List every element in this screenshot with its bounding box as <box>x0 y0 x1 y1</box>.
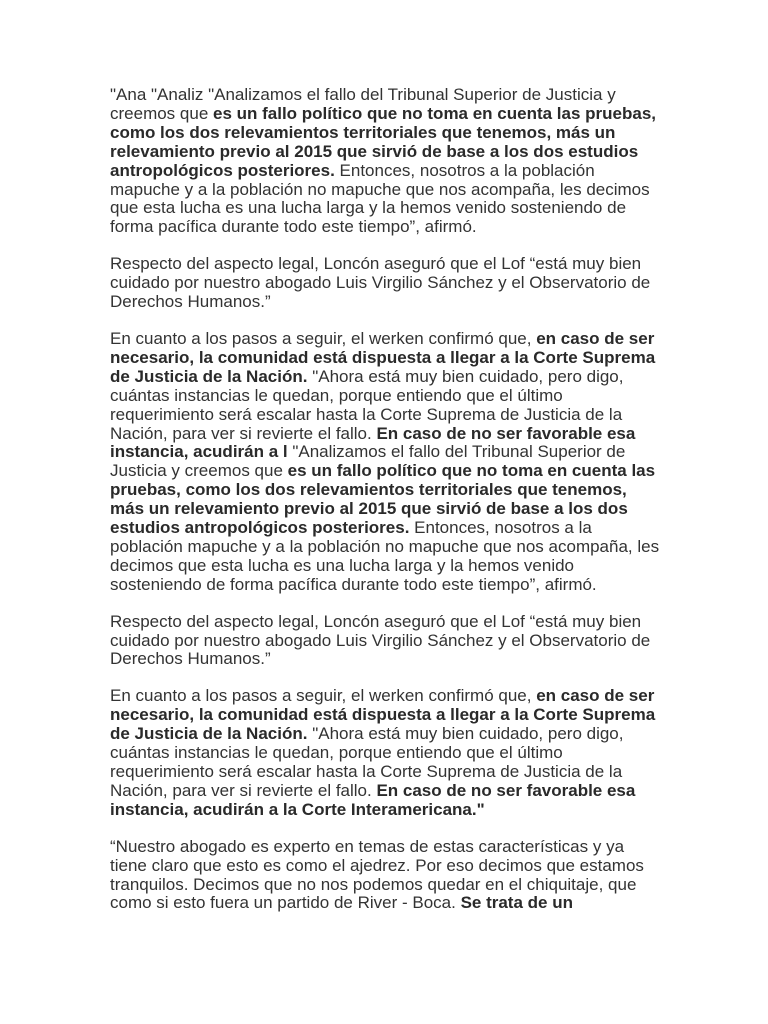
text-run: "Ahora está muy bien cuidado, pero digo, cuántas instancias le quedan, porque entiendo que el último requerimiento será escalar hasta la Corte Suprema de Justicia de la Nación, para ver si revierte el fallo. <box>110 366 624 443</box>
bold-run: es un fallo político que no toma en cuenta las pruebas, como los dos relevamientos territoriales que tenemos, más un relevamiento previo al 2015 que sirvió de base a los dos estudios antropológicos posteriores. <box>110 461 656 538</box>
bold-run: en caso de ser necesario, la comunidad está dispuesta a llegar a la Corte Suprema de Justicia de la Nación. <box>110 328 656 386</box>
text-run: Respecto del aspecto legal, Loncón aseguró que el Lof “está muy bien cuidado por nuestro abogado Luis Virgilio Sánchez y el Observatorio de Derechos Humanos.” <box>110 254 651 312</box>
paragraph-5 <box>110 687 662 819</box>
text-run: Respecto del aspecto legal, Loncón aseguró que el Lof “está muy bien cuidado por nuestro abogado Luis Virgilio Sánchez y el Observatorio de Derechos Humanos.” <box>110 611 651 669</box>
bold-run: en caso de ser necesario, la comunidad está dispuesta a llegar a la Corte Suprema de Justicia de la Nación. <box>110 686 656 744</box>
paragraph-1 <box>110 86 662 237</box>
text-run: "Ana "Analiz "Analizamos el fallo del Tribunal Superior de Justicia y creemos que <box>110 85 616 123</box>
paragraph-2 <box>110 255 662 312</box>
bold-run: Se trata de un <box>460 893 573 913</box>
bold-run: En caso de no ser favorable esa instancia, acudirán a l <box>110 423 636 462</box>
text-run: Entonces, nosotros a la población mapuche y a la población no mapuche que nos acompaña, les decimos que esta lucha es una lucha larga y la hemos venido sosteniendo de forma pacífica durante todo este tiempo”, afirmó. <box>110 518 660 594</box>
paragraph-3 <box>110 330 662 595</box>
document-body <box>110 86 662 931</box>
text-run: “Nuestro abogado es experto en temas de estas características y ya tiene claro que esto es como el ajedrez. Por eso decimos que estamos tranquilos. Decimos que no nos podemos quedar en el chiquitaje, que como si esto fuera un partido de River - Boca. <box>110 836 644 913</box>
text-run: En cuanto a los pasos a seguir, el werken confirmó que, <box>110 686 537 706</box>
bold-run: En caso de no ser favorable esa instancia, acudirán a la Corte Interamericana." <box>110 780 636 819</box>
text-run: Entonces, nosotros a la población mapuche y a la población no mapuche que nos acompaña, les decimos que esta lucha es una lucha larga y la hemos venido sosteniendo de forma pacífica durante todo este tiempo”, afirmó. <box>110 160 650 237</box>
paragraph-4 <box>110 613 662 670</box>
paragraph-6 <box>110 838 662 914</box>
text-run: "Ahora está muy bien cuidado, pero digo, cuántas instancias le quedan, porque entiendo que el último requerimiento será escalar hasta la Corte Suprema de Justicia de la Nación, para ver si revierte el fallo. <box>110 724 624 800</box>
text-run: "Analizamos el fallo del Tribunal Superior de Justicia y creemos que <box>110 442 626 481</box>
bold-run: es un fallo político que no toma en cuenta las pruebas, como los dos relevamientos territoriales que tenemos, más un relevamiento previo al 2015 que sirvió de base a los dos estudios antropológicos posteriores. <box>110 103 657 180</box>
text-run: En cuanto a los pasos a seguir, el werken confirmó que, <box>110 328 537 348</box>
